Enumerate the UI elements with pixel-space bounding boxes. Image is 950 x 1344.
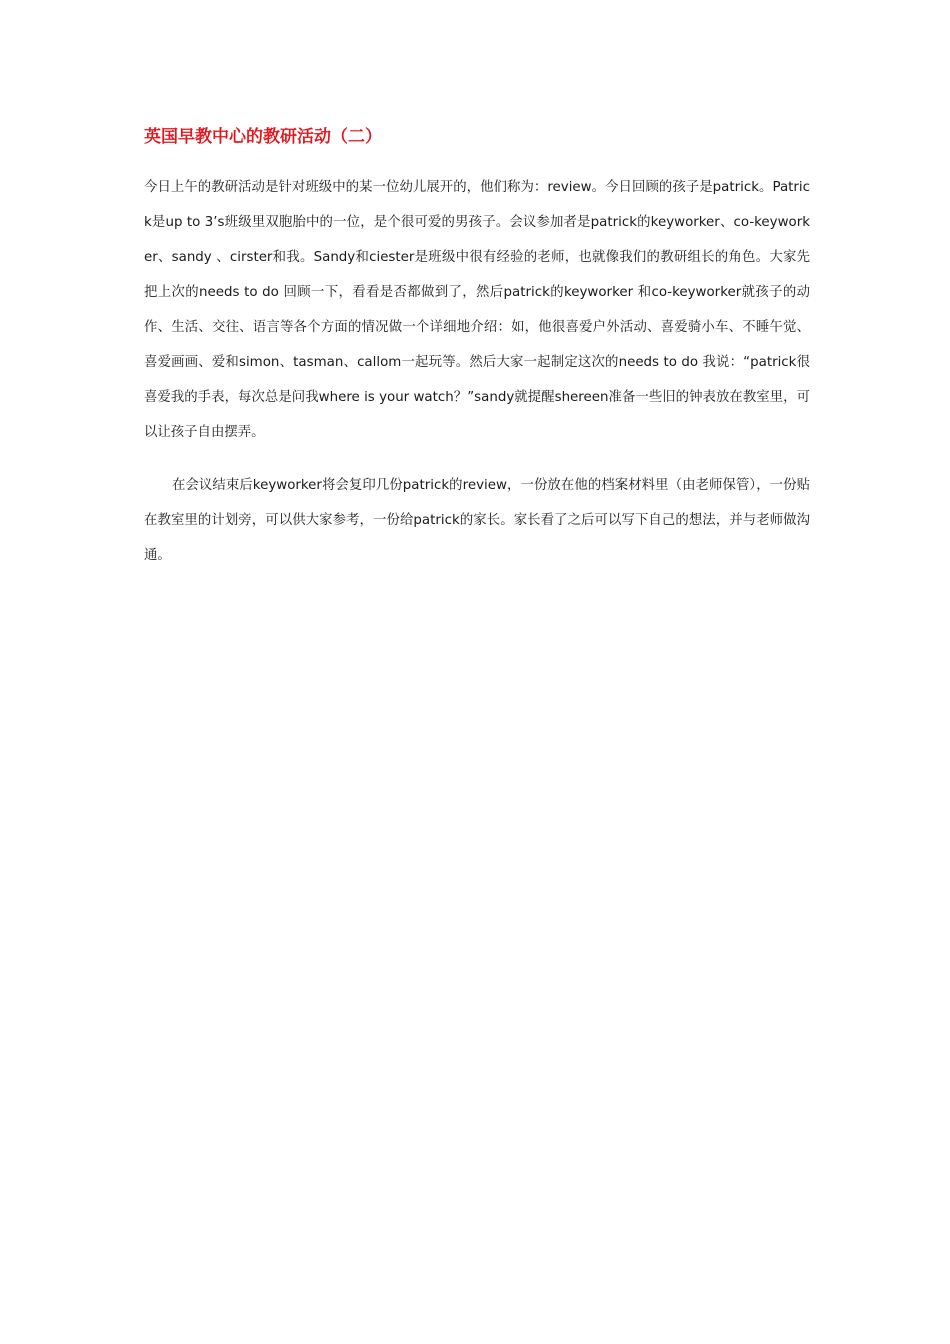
- document-page: [144, 122, 810, 573]
- paragraph-after-meeting: 在会议结束后keyworker将会复印几份patrick的review，一份放在他的档案材料里（由老师保管），一份贴在教室里的计划旁，可以供大家参考，一份给patrick的家长。家长看了之后可以写下自己的想法，并与老师做沟通。: [144, 478, 810, 563]
- document-title: 英国早教中心的教研活动（二）: [144, 127, 382, 147]
- paragraph-review-activity: 今日上午的教研活动是针对班级中的某一位幼儿展开的，他们称为：review。今日回顾的孩子是patrick。Patrick是up to 3’s班级里双胞胎中的一位，是个很可爱的男孩子。会议参加者是patrick的keyworker、co-keyworker、sandy 、cirster和我。Sandy和ciester是班级中很有经验的老师，也就像我们的教研组长的角色。大家先把上次的needs to do 回顾一下，看看是否都做到了，然后patrick的keyworker 和co-keyworker就孩子的动作、生活、交往、语言等各个方面的情况做一个详细地介绍：如，他很喜爱户外活动、喜爱骑小车、不睡午觉、喜爱画画、爱和simon、tasman、callom一起玩等。然后大家一起制定这次的needs to do 我说：“patrick很喜爱我的手表，每次总是问我where is your watch？”sandy就提醒shereen准备一些旧的钟表放在教室里，可以让孩子自由摆弄。: [144, 180, 810, 440]
